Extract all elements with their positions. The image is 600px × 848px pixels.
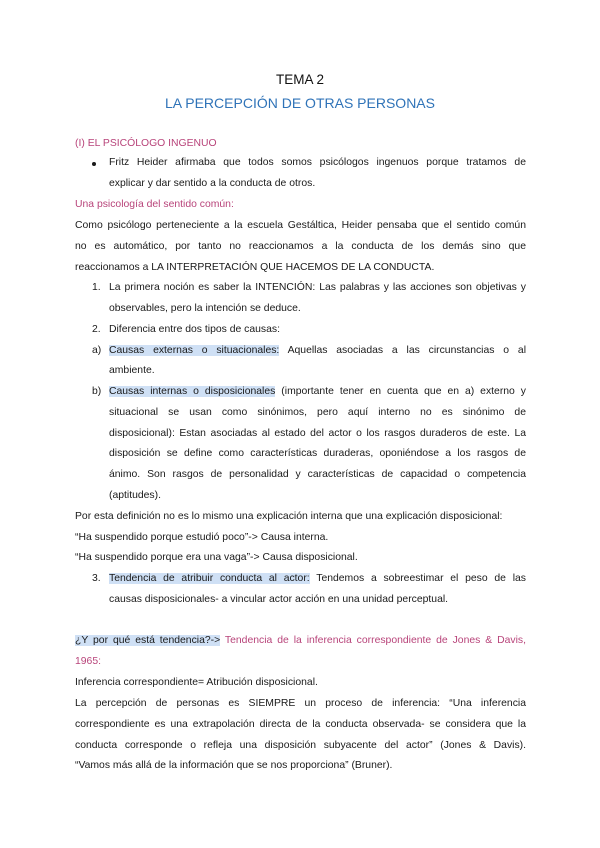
example-line: “Ha suspendido porque estudió poco”-> Causa interna. — [75, 532, 329, 543]
bullet-dot — [92, 162, 96, 166]
highlighted-term: Causas externas o situacionales: — [109, 345, 280, 356]
list-item-text: disposicional): Estan asociadas al estado del actor o los rasgos duraderos de este. La — [109, 428, 526, 439]
paragraph-line: conducta corresponde o refleja una disposición subyacente del actor” (Jones & Davis). — [75, 740, 526, 751]
list-item-text: observables, pero la intención se deduce. — [109, 303, 301, 314]
list-item-text: (aptitudes). — [109, 490, 161, 501]
example-line: “Ha suspendido porque era una vaga”-> Causa disposicional. — [75, 552, 358, 563]
list-item-text: causas disposicionales- a vincular actor acción en una unidad perceptual. — [109, 594, 449, 605]
list-item-text: ánimo. Son rasgos de personalidad y características de capacidad o competencia — [109, 469, 526, 480]
section-heading-psicologo-ingenuo: (I) EL PSICÓLOGO INGENUO — [75, 138, 217, 149]
highlighted-term: Causas internas o disposicionales — [109, 386, 276, 397]
list-marker: b) — [92, 386, 102, 397]
inference-year: 1965: — [75, 656, 102, 667]
list-item-text: Tendencia de atribuir conducta al actor: Tendemos a sobreestimar el peso de las — [109, 573, 526, 584]
bullet-text-line: Fritz Heider afirmaba que todos somos psicólogos ingenuos porque tratamos de — [109, 157, 526, 168]
paragraph-line: reaccionamos a LA INTERPRETACIÓN QUE HACEMOS DE LA CONDUCTA. — [75, 262, 435, 273]
paragraph-line: correspondiente es una extrapolación directa de la conducta observada- se considera que la — [75, 719, 526, 730]
paragraph-line: La percepción de personas es SIEMPRE un proceso de inferencia: “Una inferencia — [75, 698, 526, 709]
list-item-text: situacional se usan como sinónimos, pero aquí interno no es sinónimo de — [109, 407, 526, 418]
bullet-text-line: explicar y dar sentido a la conducta de otros. — [109, 178, 316, 189]
list-item-text: Diferencia entre dos tipos de causas: — [109, 324, 280, 335]
list-item-text: Causas internas o disposicionales (importante tener en cuenta que en a) externo y — [109, 386, 526, 397]
paragraph-line: Inferencia correspondiente= Atribución disposicional. — [75, 677, 318, 688]
paragraph-line: Como psicólogo perteneciente a la escuela Gestáltica, Heider pensaba que el sentido común — [75, 220, 526, 231]
page-subtitle: LA PERCEPCIÓN DE OTRAS PERSONAS — [165, 95, 435, 111]
highlighted-question: ¿Y por qué está tendencia?-> — [75, 635, 221, 646]
list-item-text: Causas externas o situacionales: Aquellas asociadas a las circunstancias o al — [109, 345, 526, 356]
paragraph-line: no es automático, por tanto no reaccionamos a la conducta de los demás sino que — [75, 241, 526, 252]
highlighted-term: Tendencia de atribuir conducta al actor: — [109, 573, 310, 584]
list-item-text: La primera noción es saber la INTENCIÓN: Las palabras y las acciones son objetivas y — [109, 282, 526, 293]
list-item-text: disposición se define como características duraderas, oponiéndose a los rasgos de — [109, 448, 526, 459]
paragraph-line: “Vamos más allá de la información que se nos proporciona” (Bruner). — [75, 760, 393, 771]
list-marker: a) — [92, 345, 102, 356]
list-marker: 3. — [92, 573, 101, 584]
page-title: TEMA 2 — [275, 72, 324, 87]
question-line — [75, 634, 526, 648]
paragraph-line: Por esta definición no es lo mismo una explicación interna que una explicación disposicional: — [75, 511, 503, 522]
list-marker: 1. — [92, 282, 101, 293]
list-item-text: ambiente. — [109, 365, 155, 376]
list-marker: 2. — [92, 324, 101, 335]
subheading-sentido-comun: Una psicología del sentido común: — [75, 199, 234, 210]
inference-heading: Tendencia de la inferencia correspondiente de Jones & Davis, — [220, 635, 526, 646]
